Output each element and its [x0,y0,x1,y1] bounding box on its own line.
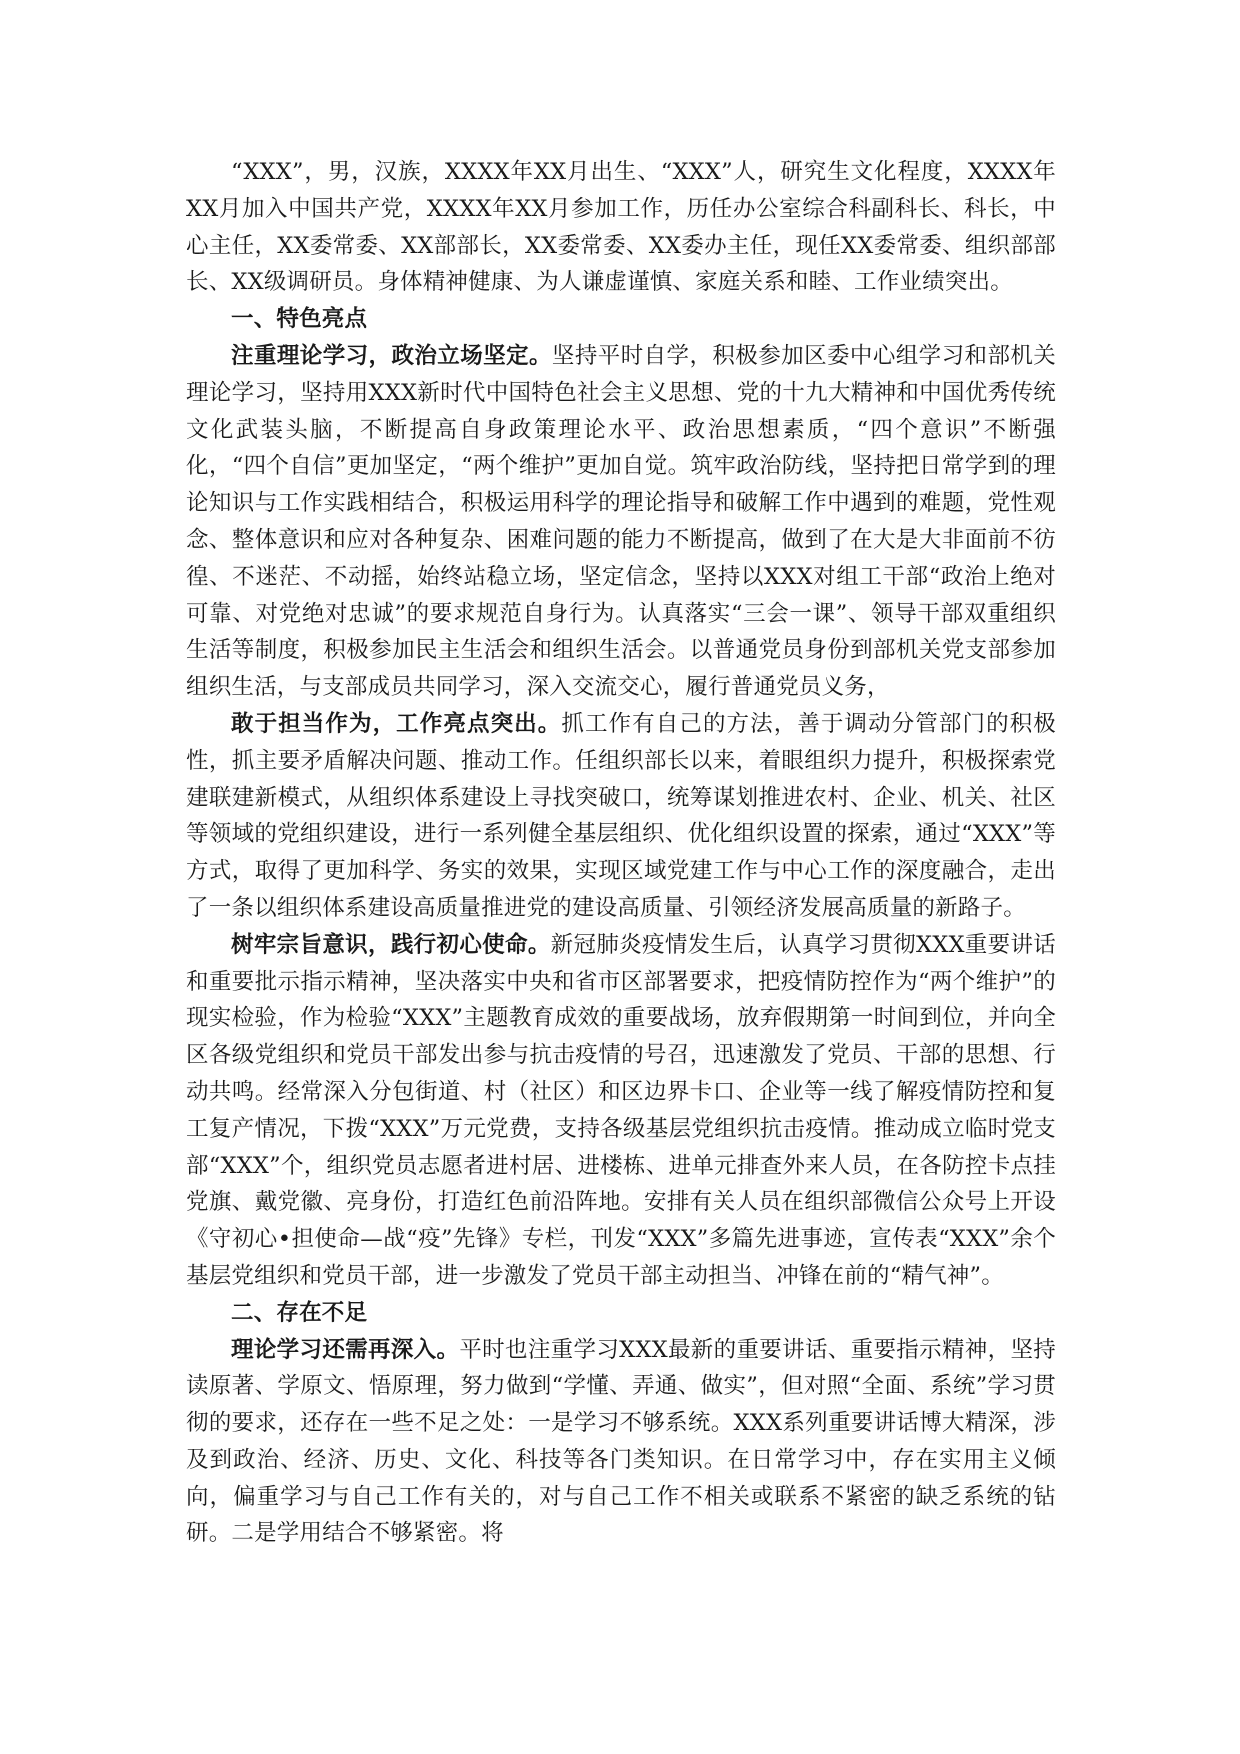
paragraph-lead: 注重理论学习，政治立场坚定。 [231,342,552,369]
paragraph-body: 平时也注重学习XXX最新的重要讲话、重要指示精神，坚持读原著、学原文、悟原理，努力做到“学懂、弄通、做实”，但对照“全面、系统”学习贯彻的要求，还存在一些不足之处：一是学习不够系统。XXX系列重要讲话博大精深，涉及到政治、经济、历史、文化、科技等各门类知识。在日常学习中，存在实用主义倾向，偏重学习与自己工作有关的，对与自己工作不相关或联系不紧密的缺乏系统的钻研。二是学用结合不够紧密。将 [186,1336,1056,1547]
paragraph-lead: 敢于担当作为，工作亮点突出。 [231,710,562,737]
paragraph-body: 抓工作有自己的方法，善于调动分管部门的积极性，抓主要矛盾解决问题、推动工作。任组织部长以来，着眼组织力提升，积极探索党建联建新模式，从组织体系建设上寻找突破口，统筹谋划推进农村、企业、机关、社区等领域的党组织建设，进行一系列健全基层组织、优化组织设置的探索，通过“XXX”等方式，取得了更加科学、务实的效果，实现区域党建工作与中心工作的深度融合，走出了一条以组织体系建设高质量推进党的建设高质量、引领经济发展高质量的新路子。 [186,710,1056,921]
intro-paragraph: “XXX”，男，汉族，XXXX年XX月出生、“XXX”人，研究生文化程度，XXXX年XX月加入中国共产党，XXXX年XX月参加工作，历任办公室综合科副科长、科长，中心主任，XX委常委、XX部部长，XX委常委、XX委办主任，现任XX委常委、组织部部长、XX级调研员。身体精神健康、为人谦虚谨慎、家庭关系和睦、工作业绩突出。 [186,159,1056,296]
paragraph-body: 新冠肺炎疫情发生后，认真学习贯彻XXX重要讲话和重要批示指示精神，坚决落实中央和省市区部署要求，把疫情防控作为“两个维护”的现实检验，作为检验“XXX”主题教育成效的重要战场，放弃假期第一时间到位，并向全区各级党组织和党员干部发出参与抗击疫情的号召，迅速激发了党员、干部的思想、行动共鸣。经常深入分包街道、村（社区）和区边界卡口、企业等一线了解疫情防控和复工复产情况，下拨“XXX”万元党费，支持各级基层党组织抗击疫情。推动成立临时党支部“XXX”个，组织党员志愿者进村居、进楼栋、进单元排查外来人员，在各防控卡点挂党旗、戴党徽、亮身份，打造红色前沿阵地。安排有关人员在组织部微信公众号上开设《守初心•担使命—战“疫”先锋》专栏，刊发“XXX”多篇先进事迹，宣传表“XXX”余个基层党组织和党员干部，进一步激发了党员干部主动担当、冲锋在前的“精气神”。 [186,931,1056,1289]
document-page [186,154,1056,1552]
paragraph-mission [186,927,1056,1295]
section-heading-shortcomings: 二、存在不足 [231,1299,368,1326]
paragraph-responsibility [186,706,1056,927]
paragraph-study-depth [186,1332,1056,1553]
paragraph-theory-study [186,338,1056,706]
section-heading-highlights: 一、特色亮点 [231,306,368,333]
paragraph-body: 坚持平时自学，积极参加区委中心组学习和部机关理论学习，坚持用XXX新时代中国特色社会主义思想、党的十九大精神和中国优秀传统文化武装头脑，不断提高自身政策理论水平、政治思想素质，“四个意识”不断强化，“四个自信”更加坚定，“两个维护”更加自觉。筑牢政治防线，坚持把日常学到的理论知识与工作实践相结合，积极运用科学的理论指导和破解工作中遇到的难题，党性观念、整体意识和应对各种复杂、困难问题的能力不断提高，做到了在大是大非面前不彷徨、不迷茫、不动摇，始终站稳立场，坚定信念，坚持以XXX对组工干部“政治上绝对可靠、对党绝对忠诚”的要求规范自身行为。认真落实“三会一课”、领导干部双重组织生活等制度，积极参加民主生活会和组织生活会。以普通党员身份到部机关党支部参加组织生活，与支部成员共同学习，深入交流交心，履行普通党员义务， [186,342,1056,701]
paragraph-lead: 理论学习还需再深入。 [231,1336,460,1363]
paragraph-lead: 树牢宗旨意识，践行初心使命。 [231,931,551,958]
